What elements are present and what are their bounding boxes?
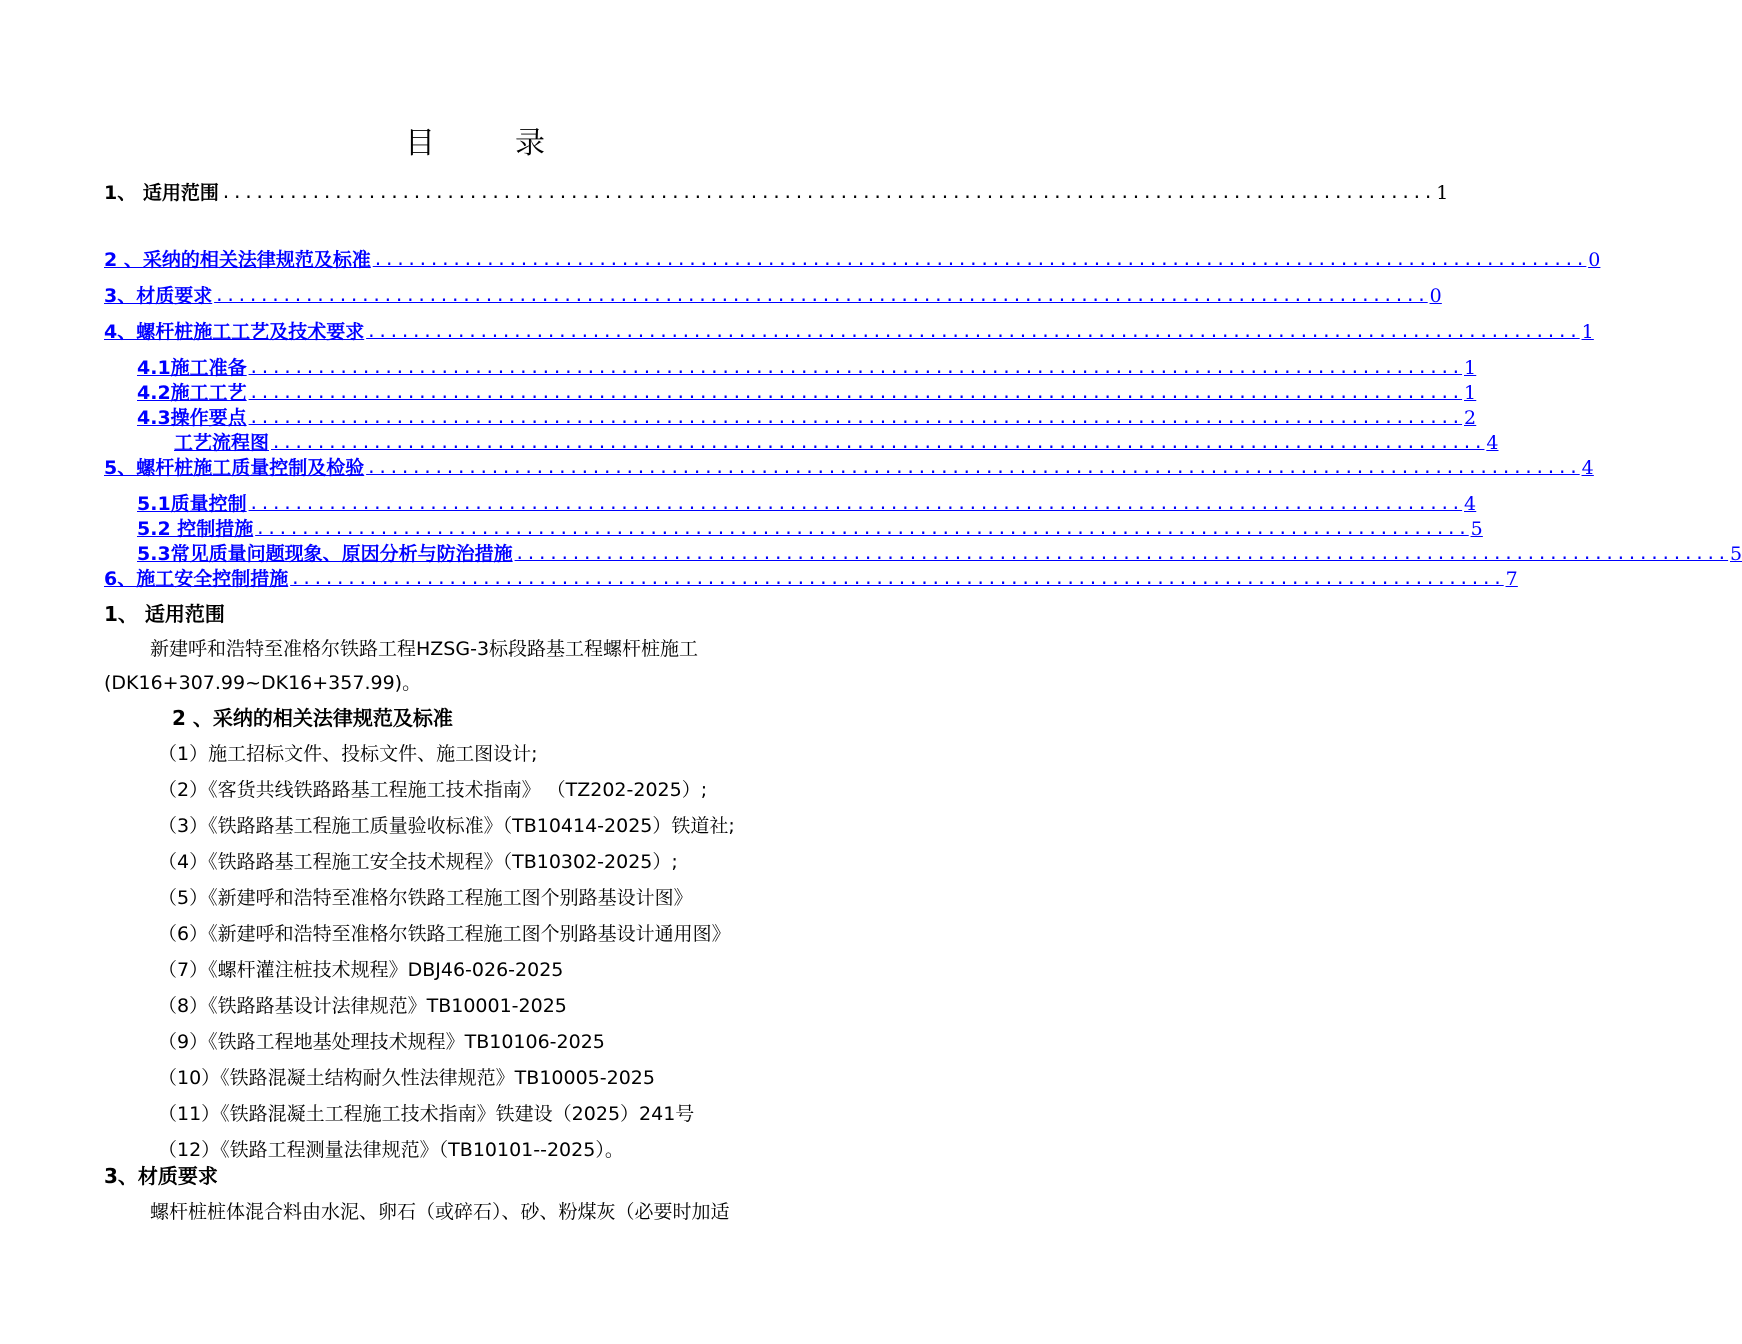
reference-item: （2）《客货共线铁路路基工程施工技术指南》 （TZ202-2025）; — [158, 779, 708, 801]
toc-entry-label: 4、螺杆桩施工工艺及技术要求 — [104, 321, 365, 343]
toc-leader: ............................................................................................................ — [290, 569, 1504, 589]
toc-entry-label: 5、螺杆桩施工质量控制及检验 — [104, 457, 365, 479]
toc-entry-label: 5.3常见质量问题现象、原因分析与防治措施 — [137, 543, 513, 565]
toc-entry-label: 4.2施工工艺 — [137, 382, 247, 404]
toc-leader: ............................................................................................................ — [248, 494, 1463, 514]
toc-entry-page: 4 — [1464, 493, 1477, 515]
toc-entry-link[interactable] — [137, 356, 1477, 380]
reference-item: （8）《铁路路基设计法律规范》TB10001-2025 — [158, 995, 567, 1017]
toc-entry-page: 4 — [1486, 432, 1499, 454]
toc-entry-label: 工艺流程图 — [174, 432, 270, 454]
toc-entry-label: 4.1施工准备 — [137, 357, 247, 379]
toc-entry-page: 5 — [1730, 543, 1742, 565]
toc-entry-page: 5 — [1470, 518, 1483, 540]
toc-entry-link[interactable] — [174, 431, 1499, 455]
toc-entry-link[interactable] — [137, 381, 1477, 405]
section-heading: 1、 适用范围 — [104, 602, 225, 626]
toc-entry[interactable] — [104, 181, 1449, 205]
toc-entry-link[interactable] — [104, 248, 1601, 272]
toc-entry-link[interactable] — [137, 517, 1483, 541]
reference-item: （12）《铁路工程测量法律规范》（TB10101--2025）。 — [158, 1139, 624, 1161]
toc-entry-page: 1 — [1436, 182, 1449, 204]
toc-leader: ............................................................................................................ — [372, 250, 1587, 270]
reference-item: （3）《铁路路基工程施工质量验收标准》（TB10414-2025）铁道社; — [158, 815, 735, 837]
reference-item: （10）《铁路混凝土结构耐久性法律规范》TB10005-2025 — [158, 1067, 655, 1089]
toc-leader: ............................................................................................................ — [220, 183, 1435, 203]
toc-entry-page: 0 — [1429, 285, 1442, 307]
toc-title-right: 录 — [515, 126, 545, 161]
toc-entry-label: 6、施工安全控制措施 — [104, 568, 289, 590]
reference-item: （1）施工招标文件、投标文件、施工图设计; — [158, 743, 538, 765]
toc-entry-page: 0 — [1588, 249, 1601, 271]
toc-entry-page: 2 — [1464, 407, 1477, 429]
toc-entry-link[interactable] — [104, 284, 1442, 308]
toc-leader: ............................................................................................................ — [248, 408, 1463, 428]
paragraph-line: (DK16+307.99~DK16+357.99)。 — [104, 672, 422, 694]
toc-entry-label: 5.2 控制措施 — [137, 518, 254, 540]
reference-item: （6）《新建呼和浩特至准格尔铁路工程施工图个别路基设计通用图》 — [158, 923, 731, 945]
toc-leader: ............................................................................................................ — [214, 286, 1428, 306]
toc-entry-page: 1 — [1464, 357, 1477, 379]
toc-entry-page: 7 — [1505, 568, 1518, 590]
toc-entry-link[interactable] — [137, 406, 1477, 430]
toc-leader: ............................................................................................................ — [248, 358, 1463, 378]
reference-item: （11）《铁路混凝土工程施工技术指南》铁建设（2025）241号 — [158, 1103, 695, 1125]
toc-entry-page: 1 — [1581, 321, 1594, 343]
toc-title-left: 目 — [405, 126, 435, 161]
reference-item: （7）《螺杆灌注桩技术规程》DBJ46-026-2025 — [158, 959, 564, 981]
reference-item: （9）《铁路工程地基处理技术规程》TB10106-2025 — [158, 1031, 605, 1053]
toc-entry-label: 3、材质要求 — [104, 285, 213, 307]
toc-entry-link[interactable] — [137, 492, 1477, 516]
reference-item: （5）《新建呼和浩特至准格尔铁路工程施工图个别路基设计图》 — [158, 887, 693, 909]
paragraph-line: 螺杆桩桩体混合料由水泥、卵石（或碎石）、砂、粉煤灰（必要时加适 — [150, 1201, 730, 1223]
section-heading: 3、材质要求 — [104, 1164, 218, 1188]
toc-leader: ............................................................................................................ — [248, 383, 1463, 403]
toc-leader: ............................................................................................................ — [514, 544, 1729, 564]
toc-entry-link[interactable] — [137, 542, 1742, 566]
toc-entry-link[interactable] — [104, 456, 1594, 480]
toc-entry-label: 4.3操作要点 — [137, 407, 247, 429]
toc-leader: ............................................................................................................ — [366, 458, 1580, 478]
toc-leader: ............................................................................................................ — [366, 322, 1580, 342]
toc-leader: ............................................................................................................ — [271, 433, 1485, 453]
toc-entry-link[interactable] — [104, 567, 1518, 591]
reference-item: （4）《铁路路基工程施工安全技术规程》（TB10302-2025）; — [158, 851, 678, 873]
toc-entry-label: 5.1质量控制 — [137, 493, 247, 515]
toc-entry-label: 2 、采纳的相关法律规范及标准 — [104, 249, 371, 271]
toc-entry-page: 1 — [1464, 382, 1477, 404]
toc-entry-link[interactable] — [104, 320, 1594, 344]
paragraph-line: 新建呼和浩特至准格尔铁路工程HZSG-3标段路基工程螺杆桩施工 — [150, 638, 699, 660]
toc-entry-label: 1、 适用范围 — [104, 182, 219, 204]
toc-entry-page: 4 — [1581, 457, 1594, 479]
section-heading: 2 、采纳的相关法律规范及标准 — [172, 706, 453, 730]
toc-title — [0, 118, 950, 162]
toc-leader: ............................................................................................................ — [255, 519, 1469, 539]
